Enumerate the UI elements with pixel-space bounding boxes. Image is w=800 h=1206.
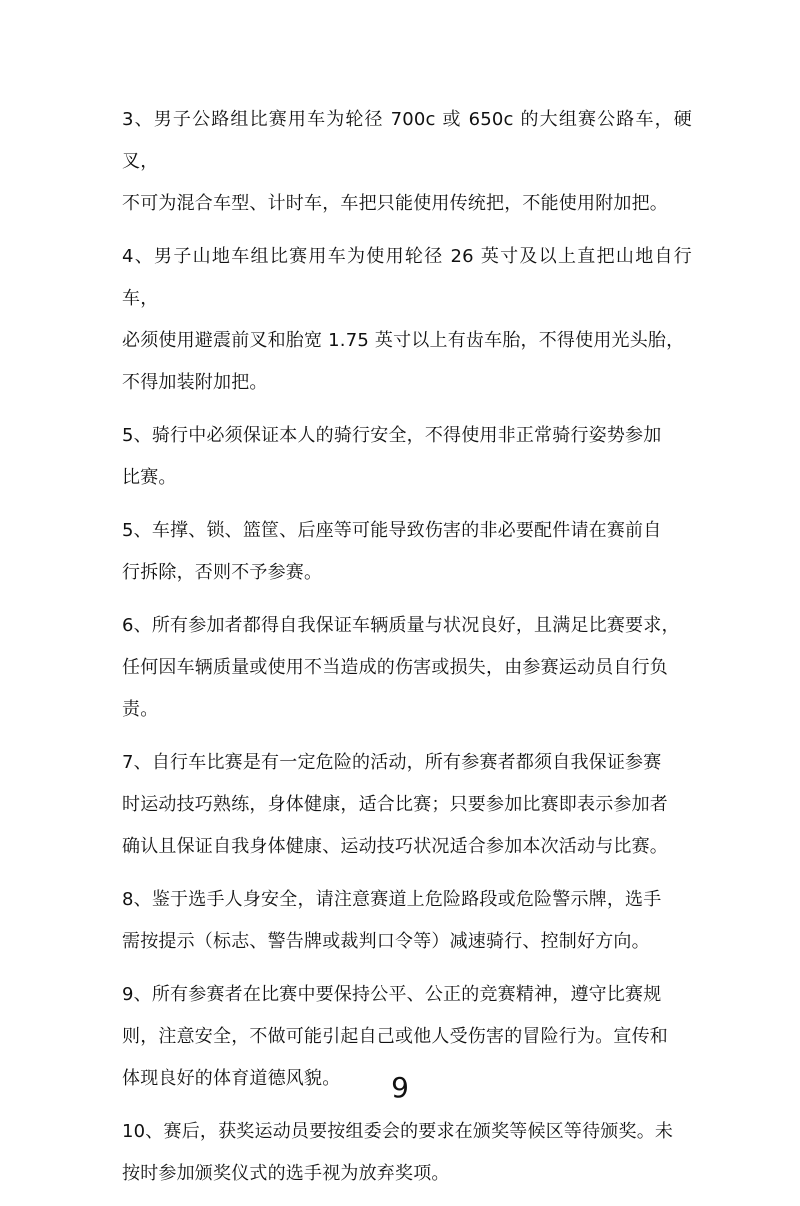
document-body <box>122 99 692 1206</box>
rule-paragraph-7-risk-acknowledgement: 7、自行车比赛是有一定危险的活动，所有参赛者都须自我保证参赛 时运动技巧熟练，身体健康，适合比赛；只要参加比赛即表示参加者 确认且保证自我身体健康、运动技巧状况适合参加本次活动与比赛。 <box>122 752 668 857</box>
rule-paragraph-3-road-bike: 3、男子公路组比赛用车为轮径 700c 或 650c 的大组赛公路车，硬叉， 不可为混合车型、计时车，车把只能使用传统把，不能使用附加把。 <box>122 109 692 214</box>
rule-paragraph-8-course-warnings: 8、鉴于选手人身安全，请注意赛道上危险路段或危险警示牌，选手 需按提示（标志、警告牌或裁判口令等）减速骑行、控制好方向。 <box>122 889 662 952</box>
rule-paragraph-4-mountain-bike: 4、男子山地车组比赛用车为使用轮径 26 英寸及以上直把山地自行车， 必须使用避震前叉和胎宽 1.75 英寸以上有齿车胎，不得使用光头胎， 不得加装附加把。 <box>122 246 692 393</box>
rule-paragraph-10-awards: 10、赛后，获奖运动员要按组委会的要求在颁奖等候区等待颁奖。未 按时参加颁奖仪式的选手视为放弃奖项。 <box>122 1121 674 1184</box>
page-number: 9 <box>391 1071 409 1104</box>
rule-paragraph-9-sportsmanship: 9、所有参赛者在比赛中要保持公平、公正的竞赛精神，遵守比赛规 则，注意安全，不做可能引起自己或他人受伤害的冒险行为。宣传和 体现良好的体育道德风貌。 <box>122 984 668 1089</box>
rule-paragraph-6-vehicle-quality: 6、所有参加者都得自我保证车辆质量与状况良好，且满足比赛要求， 任何因车辆质量或使用不当造成的伤害或损失，由参赛运动员自行负 责。 <box>122 615 680 720</box>
rule-paragraph-5-riding-safety: 5、骑行中必须保证本人的骑行安全，不得使用非正常骑行姿势参加 比赛。 <box>122 425 662 488</box>
rule-paragraph-5-accessories: 5、车撑、锁、篮筐、后座等可能导致伤害的非必要配件请在赛前自 行拆除，否则不予参赛。 <box>122 520 662 583</box>
